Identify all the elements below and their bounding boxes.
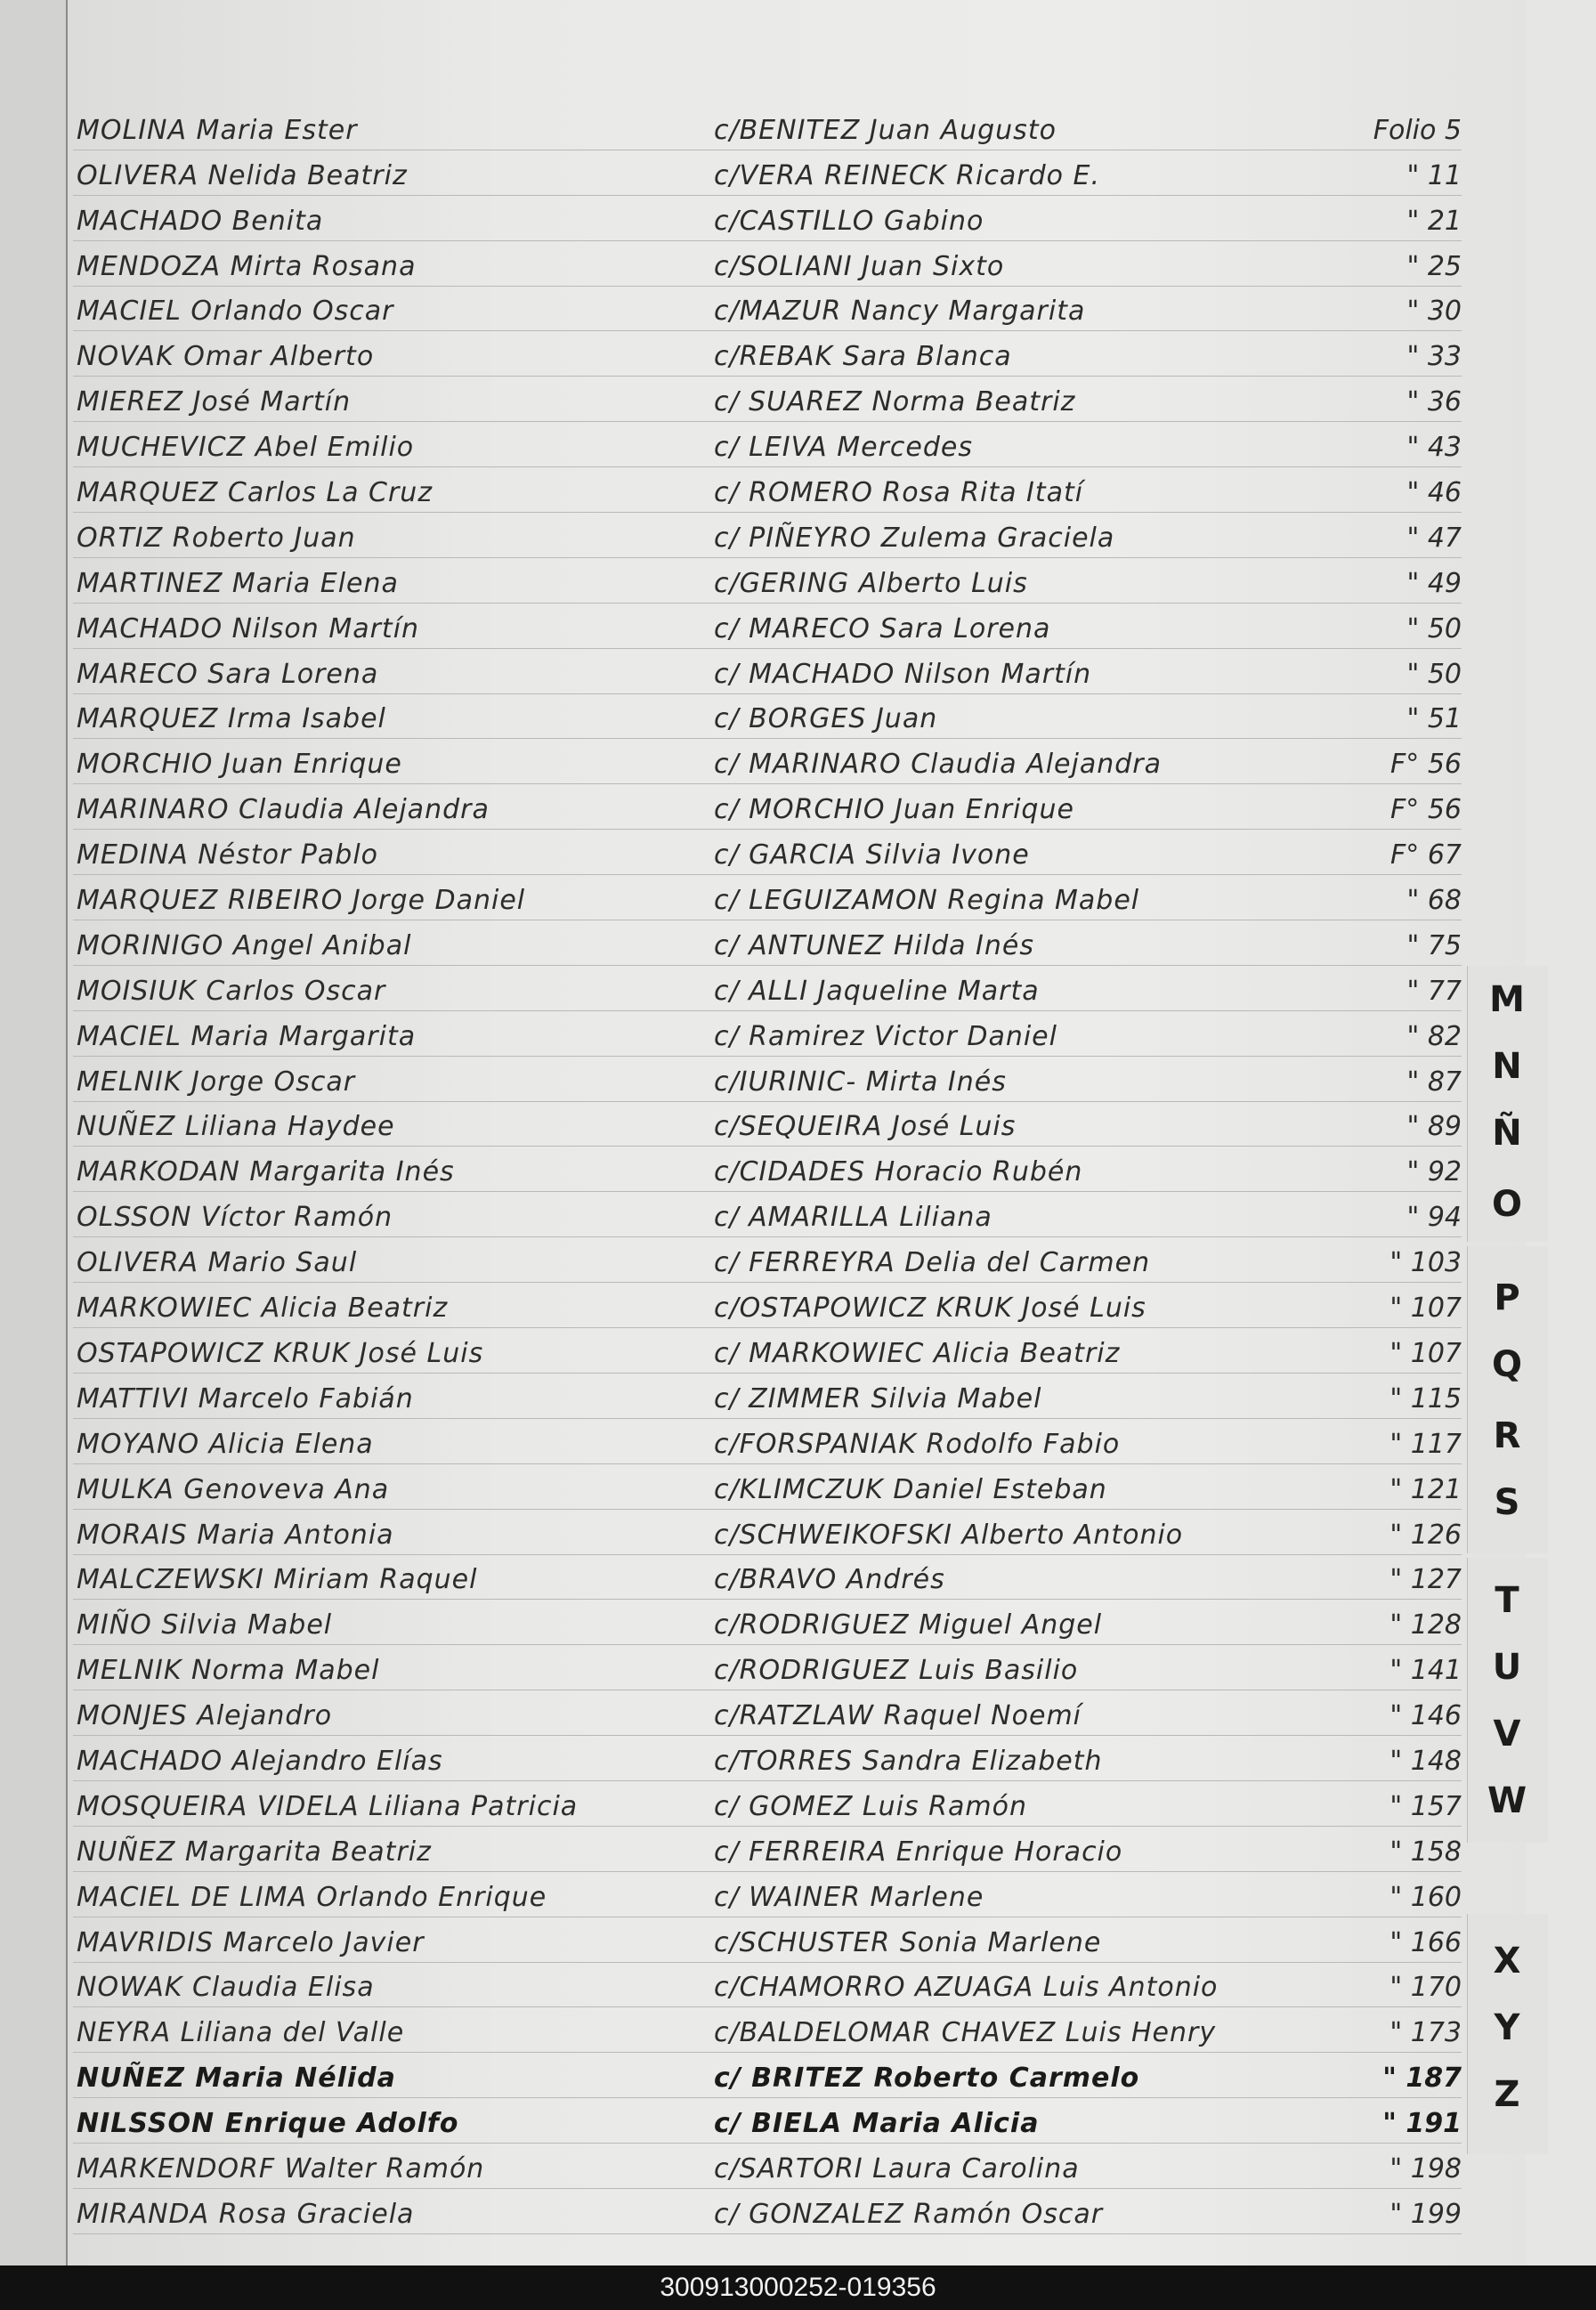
ledger-spouse: c/ LEGUIZAMON Regina Mabel [714,885,1140,917]
ledger-folio: " 107 [1389,1293,1462,1325]
ledger-name: MIÑO Silvia Mabel [77,1609,333,1641]
ledger-folio: F° 56 [1390,794,1462,826]
ledger-spouse: c/ BORGES Juan [714,703,938,735]
ledger-spouse: c/ WAINER Marlene [714,1881,984,1913]
ledger-folio: " 148 [1389,1745,1462,1777]
ledger-row [73,1102,1462,1147]
ledger-row [73,2007,1462,2053]
ledger-name: MAVRIDIS Marcelo Javier [77,1926,425,1958]
ledger-spouse: c/RODRIGUEZ Luis Basilio [714,1655,1079,1687]
ledger-folio: " 187 [1382,2063,1462,2095]
ledger-row [73,1963,1462,2008]
ledger-folio: " 115 [1389,1382,1462,1414]
ledger-name: OLSSON Víctor Ramón [77,1202,393,1234]
ledger-spouse: c/ ALLI Jaqueline Marta [714,975,1040,1007]
ledger-name: MARKENDORF Walter Ramón [77,2152,485,2184]
ledger-row [73,150,1462,196]
ledger-spouse: c/ FERREIRA Enrique Horacio [714,1836,1123,1868]
ledger-row [73,2098,1462,2144]
ledger-spouse: c/FORSPANIAK Rodolfo Fabio [714,1428,1121,1460]
ledger-folio: " 107 [1389,1337,1462,1369]
ledger-row [73,1011,1462,1057]
ledger-row [73,1057,1462,1102]
ledger-name: MIEREZ José Martín [77,386,352,418]
ledger-row [73,1827,1462,1872]
ledger-name: MALCZEWSKI Miriam Raquel [77,1564,478,1596]
ledger-spouse: c/GERING Alberto Luis [714,567,1028,599]
ledger-spouse: c/SCHUSTER Sonia Marlene [714,1926,1102,1958]
ledger-folio: " 75 [1406,929,1462,961]
ledger-name: MEDINA Néstor Pablo [77,839,379,871]
ledger-name: MACHADO Alejandro Elías [77,1745,443,1777]
ledger-name: OLIVERA Mario Saul [77,1247,358,1279]
ledger-name: ORTIZ Roberto Juan [77,522,356,554]
ledger-spouse: c/ PIÑEYRO Zulema Graciela [714,522,1115,554]
ledger-row [73,784,1462,830]
ledger-spouse: c/CHAMORRO AZUAGA Luis Antonio [714,1972,1219,2004]
ledger-row [73,241,1462,287]
ledger-folio: " 128 [1389,1609,1462,1641]
index-tab-letter[interactable]: M [1489,979,1525,1020]
ledger-name: NUÑEZ Maria Nélida [77,2063,396,2095]
ledger-spouse: c/ GARCIA Silvia Ivone [714,839,1030,871]
index-tab-letter[interactable]: T [1495,1580,1519,1621]
ledger-name: MENDOZA Mirta Rosana [77,250,417,282]
ledger-spouse: c/SCHWEIKOFSKI Alberto Antonio [714,1519,1184,1551]
ledger-folio: " 21 [1406,205,1462,237]
ledger-folio: " 77 [1406,975,1462,1007]
ledger-name: MARQUEZ Carlos La Cruz [77,477,433,509]
ledger-spouse: c/OSTAPOWICZ KRUK José Luis [714,1293,1146,1325]
ledger-row [73,1917,1462,1963]
ledger-spouse: c/ ZIMMER Silvia Mabel [714,1382,1042,1414]
ledger-folio: " 36 [1406,386,1462,418]
ledger-name: NOWAK Claudia Elisa [77,1972,375,2004]
ledger-spouse: c/ GOMEZ Luis Ramón [714,1790,1027,1822]
ledger-row [73,966,1462,1011]
index-tab-letter[interactable]: S [1494,1482,1520,1523]
ledger-row [73,739,1462,784]
ledger-spouse: c/BALDELOMAR CHAVEZ Luis Henry [714,2017,1217,2049]
index-tab-letter[interactable]: V [1493,1714,1521,1755]
ledger-name: MONJES Alejandro [77,1700,333,1732]
ledger-spouse: c/IURINIC- Mirta Inés [714,1066,1007,1098]
ledger-folio: " 51 [1406,703,1462,735]
ledger-folio: " 50 [1406,612,1462,644]
ledger-name: MACIEL Maria Margarita [77,1020,417,1052]
ledger-name: MACIEL Orlando Oscar [77,296,394,328]
ledger-row [73,1555,1462,1601]
ledger-row [73,1464,1462,1510]
ledger-spouse: c/ ROMERO Rosa Rita Itatí [714,477,1084,509]
ledger-name: MIRANDA Rosa Graciela [77,2198,415,2230]
ledger-name: MOSQUEIRA VIDELA Liliana Patricia [77,1790,579,1822]
ledger-spouse: c/VERA REINECK Ricardo E. [714,159,1100,191]
ledger-row [73,1147,1462,1192]
ledger-row [73,1872,1462,1917]
ledger-folio: " 166 [1389,1926,1462,1958]
document-id: 300913000252-019356 [660,2273,936,2302]
ledger-folio: " 87 [1406,1066,1462,1098]
ledger-spouse: c/ SUAREZ Norma Beatriz [714,386,1076,418]
ledger-spouse: c/MAZUR Nancy Margarita [714,296,1086,328]
ledger-spouse: c/CIDADES Horacio Rubén [714,1156,1083,1188]
index-tab-letter[interactable]: O [1491,1184,1522,1225]
ledger-row [73,105,1462,150]
ledger-row [73,875,1462,920]
ledger-name: MELNIK Jorge Oscar [77,1066,356,1098]
index-tab-letter[interactable]: U [1492,1647,1522,1688]
page-left-edge [0,0,66,2265]
ledger-name: MOLINA Maria Ester [77,114,358,146]
ledger-spouse: c/SARTORI Laura Carolina [714,2152,1080,2184]
ledger-row [73,1736,1462,1781]
ledger-name: MOYANO Alicia Elena [77,1428,374,1460]
ledger-folio: " 160 [1389,1881,1462,1913]
margin-line [66,0,68,2265]
ledger-folio: " 89 [1406,1111,1462,1143]
ledger-spouse: c/BRAVO Andrés [714,1564,945,1596]
index-tab-letter[interactable]: N [1492,1046,1522,1087]
ledger-row [73,1781,1462,1827]
ledger-row [73,513,1462,558]
ledger-folio: Folio 5 [1373,114,1462,146]
ledger-row [73,422,1462,467]
ledger-folio: " 47 [1406,522,1462,554]
ledger-folio: " 157 [1389,1790,1462,1822]
ledger-folio: " 198 [1389,2152,1462,2184]
ledger-spouse: c/SOLIANI Juan Sixto [714,250,1005,282]
ledger-row [73,1690,1462,1736]
ledger-folio: " 127 [1389,1564,1462,1596]
ledger-folio: " 117 [1389,1428,1462,1460]
ledger-name: NOVAK Omar Alberto [77,341,375,373]
ledger-row [73,1645,1462,1690]
ledger-folio: " 199 [1389,2198,1462,2230]
ledger-folio: " 49 [1406,567,1462,599]
ledger-row [73,830,1462,875]
ledger-name: MARKODAN Margarita Inés [77,1156,455,1188]
ledger-name: NEYRA Liliana del Valle [77,2017,405,2049]
ledger-folio: " 121 [1389,1473,1462,1505]
ledger-folio: " 170 [1389,1972,1462,2004]
ledger-name: MARQUEZ RIBEIRO Jorge Daniel [77,885,526,917]
ledger-row [73,1600,1462,1645]
ledger-name: MULKA Genoveva Ana [77,1473,390,1505]
ledger-row [73,287,1462,332]
index-tab-letter[interactable]: Z [1494,2074,1520,2115]
ledger-name: OSTAPOWICZ KRUK José Luis [77,1337,484,1369]
ledger-spouse: c/ MORCHIO Juan Enrique [714,794,1074,826]
index-tab-letter[interactable]: X [1493,1941,1521,1982]
ledger-folio: " 94 [1406,1202,1462,1234]
ledger-row [73,1328,1462,1374]
ledger-spouse: c/ MARKOWIEC Alicia Beatriz [714,1337,1121,1369]
ledger-spouse: c/ Ramirez Victor Daniel [714,1020,1057,1052]
ledger-spouse: c/ MARINARO Claudia Alejandra [714,749,1162,781]
ledger-row [73,920,1462,966]
ledger-name: MATTIVI Marcelo Fabián [77,1382,414,1414]
ledger-spouse: c/BENITEZ Juan Augusto [714,114,1057,146]
ledger-row [73,377,1462,422]
ledger-spouse: c/RODRIGUEZ Miguel Angel [714,1609,1103,1641]
ledger-row [73,1419,1462,1464]
ledger-spouse: c/CASTILLO Gabino [714,205,984,237]
ledger-folio: " 33 [1406,341,1462,373]
ledger-spouse: c/REBAK Sara Blanca [714,341,1012,373]
ledger-row [73,1192,1462,1237]
ledger-name: NUÑEZ Margarita Beatriz [77,1836,432,1868]
ledger-name: MUCHEVICZ Abel Emilio [77,432,415,464]
ledger-row [73,2189,1462,2234]
ledger-row [73,1510,1462,1555]
ledger-spouse: c/ MARECO Sara Lorena [714,612,1051,644]
ledger-row [73,1283,1462,1328]
ledger-spouse: c/ ANTUNEZ Hilda Inés [714,929,1035,961]
ledger-name: MORCHIO Juan Enrique [77,749,402,781]
ledger-folio: " 25 [1406,250,1462,282]
ledger-spouse: c/TORRES Sandra Elizabeth [714,1745,1103,1777]
ledger-row [73,1374,1462,1419]
ledger-folio: " 141 [1389,1655,1462,1687]
ledger-row [73,467,1462,513]
ledger-name: MOISIUK Carlos Oscar [77,975,386,1007]
ledger-name: MORINIGO Angel Anibal [77,929,412,961]
ledger-name: MARQUEZ Irma Isabel [77,703,386,735]
ledger-spouse: c/ GONZALEZ Ramón Oscar [714,2198,1104,2230]
ledger-row [73,2144,1462,2189]
ledger-folio: " 46 [1406,477,1462,509]
ledger-name: MELNIK Norma Mabel [77,1655,380,1687]
ledger-name: MACIEL DE LIMA Orlando Enrique [77,1881,547,1913]
ledger-name: MORAIS Maria Antonia [77,1519,394,1551]
ledger-row [73,694,1462,740]
ledger-folio: " 43 [1406,432,1462,464]
ledger-name: MACHADO Benita [77,205,324,237]
ledger-row [73,1237,1462,1283]
ledger-folio: " 126 [1389,1519,1462,1551]
ledger-folio: F° 56 [1390,749,1462,781]
ledger-row [73,196,1462,241]
ledger-name: MARINARO Claudia Alejandra [77,794,490,826]
ledger-spouse: c/RATZLAW Raquel Noemí [714,1700,1082,1732]
ledger-folio: " 30 [1406,296,1462,328]
ledger-row [73,331,1462,377]
ledger-name: MACHADO Nilson Martín [77,612,420,644]
ledger-spouse: c/ LEIVA Mercedes [714,432,973,464]
ledger-spouse: c/ MACHADO Nilson Martín [714,658,1092,690]
ledger-name: NILSSON Enrique Adolfo [77,2108,459,2140]
ledger-folio: " 146 [1389,1700,1462,1732]
ledger-folio: " 92 [1406,1156,1462,1188]
ledger-spouse: c/ AMARILLA Liliana [714,1202,992,1234]
ledger-spouse: c/ BIELA Maria Alicia [714,2108,1040,2140]
ledger-spouse: c/SEQUEIRA José Luis [714,1111,1017,1143]
index-tab-letter[interactable]: R [1493,1415,1521,1456]
ledger-name: MARKOWIEC Alicia Beatriz [77,1293,449,1325]
ledger-folio: " 191 [1382,2108,1462,2140]
ledger-folio: " 11 [1406,159,1462,191]
ledger-name: OLIVERA Nelida Beatriz [77,159,408,191]
ledger-spouse: c/ BRITEZ Roberto Carmelo [714,2063,1140,2095]
ledger-folio: " 68 [1406,885,1462,917]
ledger-folio: " 82 [1406,1020,1462,1052]
ledger-folio: " 103 [1389,1247,1462,1279]
document-id-footer [0,2265,1596,2310]
index-tab-letter[interactable]: W [1487,1780,1527,1821]
ledger-name: NUÑEZ Liliana Haydee [77,1111,395,1143]
index-tab-letter[interactable]: P [1494,1277,1520,1318]
ledger-spouse: c/KLIMCZUK Daniel Esteban [714,1473,1107,1505]
index-tab-letter[interactable]: Y [1494,2007,1520,2048]
ledger-folio: F° 67 [1390,839,1462,871]
ledger-row [73,604,1462,649]
ledger-name: MARECO Sara Lorena [77,658,379,690]
ledger-spouse: c/ FERREYRA Delia del Carmen [714,1247,1151,1279]
ledger-folio: " 50 [1406,658,1462,690]
ledger-row [73,649,1462,694]
index-tab-letter[interactable]: Ñ [1492,1113,1522,1154]
ledger-row [73,2053,1462,2098]
ledger-folio: " 158 [1389,1836,1462,1868]
ledger-row [73,558,1462,604]
ledger-folio: " 173 [1389,2017,1462,2049]
index-tab-letter[interactable]: Q [1491,1344,1522,1385]
ledger-name: MARTINEZ Maria Elena [77,567,399,599]
ledger-list [73,105,1462,2234]
